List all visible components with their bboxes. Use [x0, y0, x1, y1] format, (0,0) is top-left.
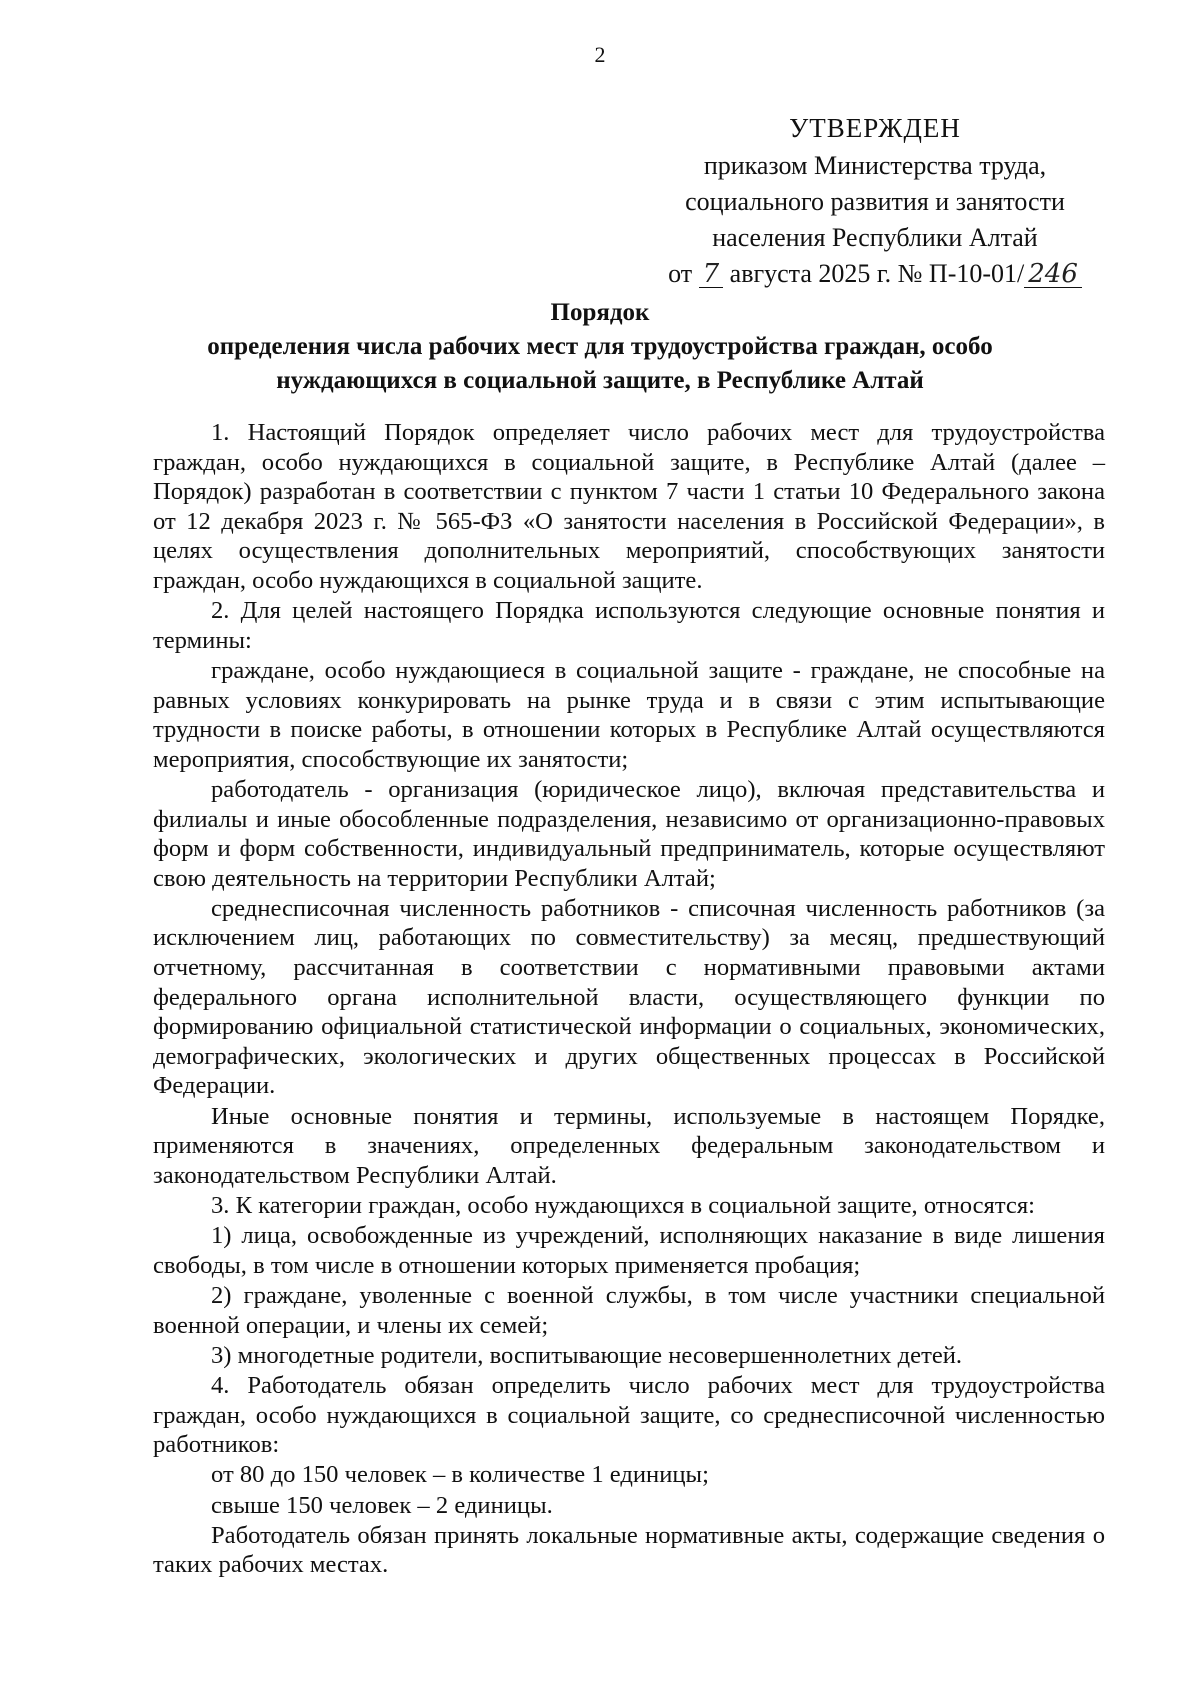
- date-prefix: от: [668, 259, 693, 288]
- paragraph-1: 1. Настоящий Порядок определяет число рабочих мест для трудоустройства граждан, особо нуждающихся в социальной защите, в Республике Алтай (далее – Порядок) разработан в соответствии с пунктом 7 части 1 статьи 10 Федерального закона от 12 декабря 2023 г. № 565-ФЗ «О занятости населения в Российской Федерации», в целях осуществления дополнительных мероприятий, способствующих занятости граждан, особо нуждающихся в социальной защите.: [153, 419, 1105, 594]
- title-line-2: определения числа рабочих мест для трудоустройства граждан, особо: [207, 333, 993, 360]
- definition-citizens: граждане, особо нуждающиеся в социальной защите - граждане, не способные на равных условиях конкурировать на рынке труда и в связи с этим испытывающие трудности в поиске работы, в отношении которых в Республике Алтай осуществляются мероприятия, способствующие их занятости;: [153, 656, 1105, 773]
- approval-stamp: УТВЕРЖДЕН: [789, 113, 961, 143]
- approval-line-1: приказом Министерства труда,: [703, 151, 1047, 180]
- category-3: 3) многодетные родители, воспитывающие несовершеннолетних детей.: [211, 1341, 963, 1369]
- quota-over-150: свыше 150 человек – 2 единицы.: [211, 1491, 553, 1519]
- definition-headcount: среднесписочная численность работников - списочная численность работников (за исключением лиц, работающих по совместительству) за месяц, предшествующий отчетному, рассчитанная в соответствии с нормативными правовыми актами федерального органа исполнительной власти, осуществляющего функции по формированию официальной статистической информации о социальных, экономических, демографических, экологических и других общественных процессах в Российской Федерации.: [153, 894, 1105, 1100]
- paragraph-other-terms: Иные основные понятия и термины, используемые в настоящем Порядке, применяются в значениях, определенных федеральным законодательством и законодательством Республики Алтай.: [153, 1102, 1105, 1189]
- title-line-1: Порядок: [550, 299, 650, 326]
- title-line-3: нуждающихся в социальной защите, в Республике Алтай: [276, 367, 924, 394]
- approval-block: [640, 110, 1110, 292]
- approval-line-2: социального развития и занятости: [685, 187, 1065, 216]
- handwritten-order-number: 246: [1024, 261, 1082, 288]
- quota-80-150: от 80 до 150 человек – в количестве 1 единицы;: [211, 1461, 709, 1489]
- category-2: 2) граждане, уволенные с военной службы, в том числе участники специальной военной операции, и члены их семей;: [153, 1281, 1105, 1339]
- paragraph-local-acts: Работодатель обязан принять локальные нормативные акты, содержащие сведения о таких рабочих местах.: [153, 1521, 1105, 1579]
- paragraph-2: 2. Для целей настоящего Порядка используются следующие основные понятия и термины:: [153, 597, 1105, 654]
- date-middle: августа 2025 г. № П-10-01/: [729, 259, 1025, 288]
- page-number: 2: [594, 42, 606, 67]
- approval-line-3: населения Республики Алтай: [712, 223, 1038, 252]
- category-1: 1) лица, освобожденные из учреждений, исполняющих наказание в виде лишения свободы, в том числе в отношении которых применяется пробация;: [153, 1222, 1105, 1279]
- paragraph-4: 4. Работодатель обязан определить число рабочих мест для трудоустройства граждан, особо нуждающихся в социальной защите, со среднесписочной численностью работников:: [153, 1371, 1105, 1459]
- paragraph-3: 3. К категории граждан, особо нуждающихся в социальной защите, относятся:: [211, 1192, 1035, 1219]
- approval-date-line: [668, 256, 1082, 292]
- document-body: [153, 418, 1105, 1580]
- document-title: [160, 296, 1040, 398]
- definition-employer: работодатель - организация (юридическое лицо), включая представительства и филиалы и иные обособленные подразделения, независимо от организационно-правовых форм и форм собственности, индивидуальный предприниматель, которые осуществляют свою деятельность на территории Республики Алтай;: [153, 775, 1105, 892]
- handwritten-day: 7: [699, 261, 724, 288]
